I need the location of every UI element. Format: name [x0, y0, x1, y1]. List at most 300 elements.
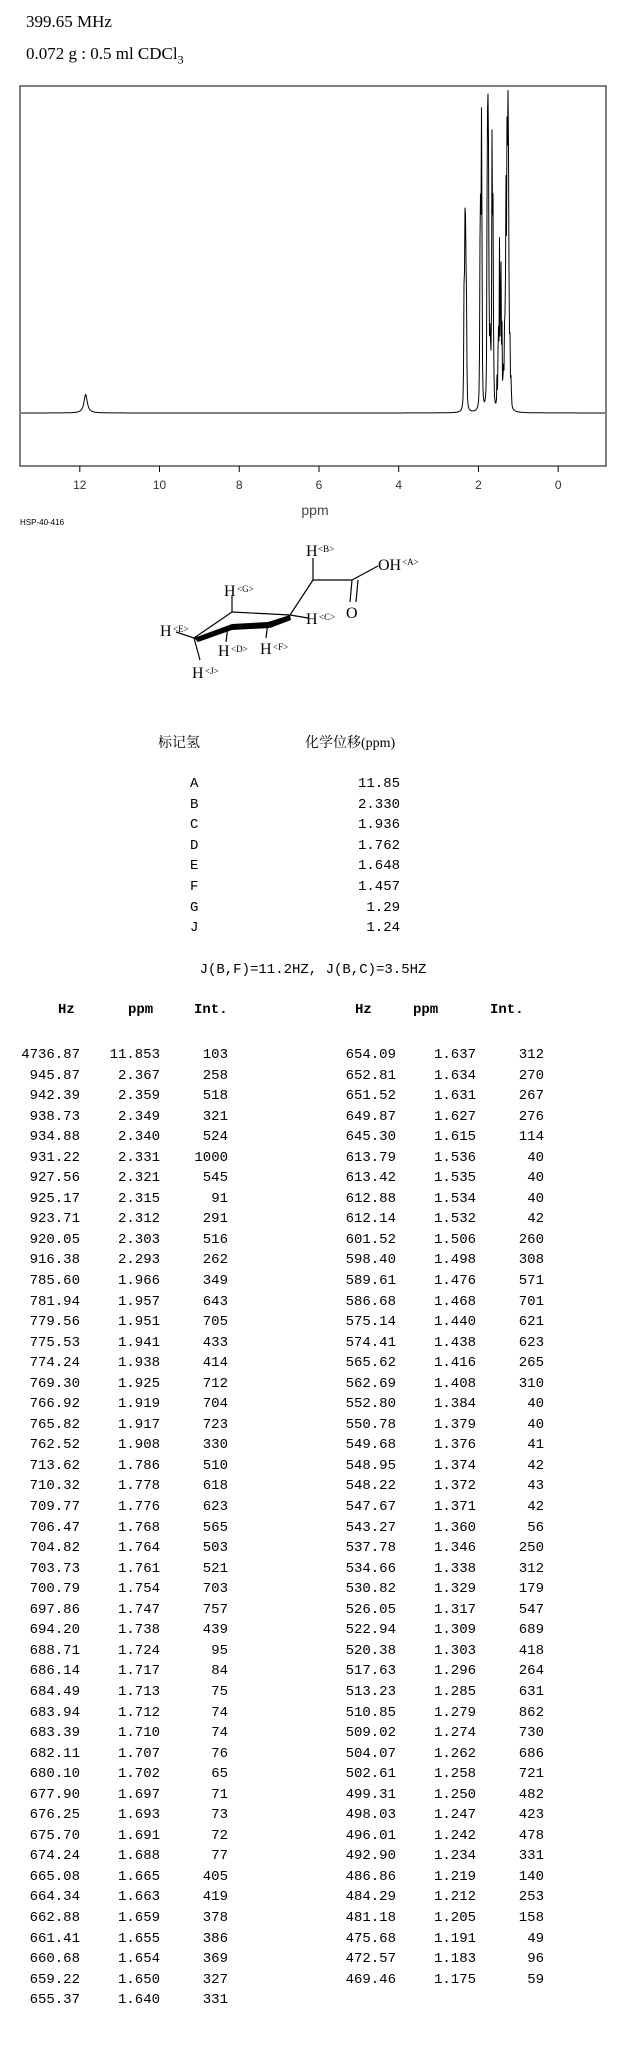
peak-hz: 472.57: [345, 1951, 396, 1968]
peak-row: [0, 1826, 228, 1847]
h-j-atom: H: [192, 665, 204, 682]
peak-hz: 574.41: [345, 1334, 396, 1351]
peak-intensity: 703: [202, 1581, 228, 1598]
assignment-row: [190, 815, 400, 836]
peak-intensity: 386: [202, 1930, 228, 1947]
x-tick-label: 4: [395, 478, 403, 492]
peak-hz: 469.46: [345, 1971, 396, 1988]
peak-row: [0, 1333, 228, 1354]
peak-row: [0, 1230, 228, 1251]
peak-intensity: 95: [211, 1642, 228, 1659]
peak-intensity: 518: [202, 1088, 228, 1105]
peak-row: [316, 1107, 544, 1128]
peak-intensity: 42: [527, 1499, 544, 1516]
peak-intensity: 103: [202, 1047, 228, 1063]
peak-ppm: 1.534: [433, 1190, 476, 1207]
peak-hz: 665.08: [29, 1868, 80, 1885]
peak-ppm: 1.637: [433, 1047, 476, 1063]
assignment-row: [190, 856, 400, 877]
peak-hz: 682.11: [29, 1745, 80, 1762]
peak-intensity: 414: [202, 1355, 228, 1372]
peak-ppm: 1.317: [433, 1601, 476, 1618]
peak-ppm: 1.650: [117, 1971, 160, 1988]
peak-ppm: 1.536: [433, 1149, 476, 1166]
peak-hz: 664.34: [29, 1889, 80, 1906]
peak-hz: 925.17: [29, 1190, 80, 1207]
peak-row: [0, 1600, 228, 1621]
peak-hz: 675.70: [29, 1827, 80, 1844]
peak-ppm: 1.535: [433, 1170, 476, 1187]
proton-label: J: [190, 920, 199, 937]
peak-row: [0, 1107, 228, 1128]
peak-row: [0, 1764, 228, 1785]
peak-intensity: 40: [527, 1416, 544, 1433]
peak-row: [0, 1559, 228, 1580]
peak-intensity: 478: [518, 1827, 544, 1844]
peak-row: [0, 1312, 228, 1333]
peak-row: [0, 1744, 228, 1765]
peak-row: [0, 1579, 228, 1600]
peak-row: [316, 1682, 544, 1703]
peak-ppm: 1.247: [433, 1807, 476, 1824]
peak-row: [316, 1785, 544, 1806]
peak-hz: 662.88: [29, 1909, 80, 1926]
peak-ppm: 1.374: [433, 1457, 476, 1474]
peak-ppm: 1.627: [433, 1108, 476, 1125]
peak-intensity: 250: [518, 1540, 544, 1557]
peak-intensity: 40: [527, 1170, 544, 1187]
peak-row: [316, 1374, 544, 1395]
peak-ppm: 1.702: [117, 1766, 160, 1783]
peak-ppm: 1.285: [433, 1683, 476, 1700]
peak-hz: 475.68: [345, 1930, 396, 1947]
peak-ppm: 1.242: [433, 1827, 476, 1844]
peak-hz: 552.80: [345, 1396, 396, 1413]
peak-intensity: 291: [202, 1211, 228, 1228]
peak-intensity: 723: [202, 1416, 228, 1433]
assignment-row: [190, 774, 400, 795]
peak-hz: 938.73: [29, 1108, 80, 1125]
peak-row: [0, 1949, 228, 1970]
peak-ppm: 1.440: [433, 1314, 476, 1331]
peak-hz: 652.81: [345, 1067, 396, 1084]
peak-hz: 659.22: [29, 1971, 80, 1988]
peak-hz: 601.52: [345, 1231, 396, 1248]
assignment-table: [190, 774, 400, 939]
sample-concentration: [26, 44, 184, 67]
peak-ppm: 1.329: [433, 1581, 476, 1598]
peak-hz: 645.30: [345, 1129, 396, 1146]
peak-row: [0, 1990, 228, 2011]
proton-label: C: [190, 817, 199, 834]
peak-row: [0, 1127, 228, 1148]
assignment-row: [190, 795, 400, 816]
peak-hz: 651.52: [345, 1088, 396, 1105]
peak-intensity: 369: [202, 1951, 228, 1968]
peak-hz: 774.24: [29, 1355, 80, 1372]
peak-hz: 781.94: [29, 1293, 80, 1310]
peak-hz: 499.31: [345, 1786, 396, 1803]
peak-ppm: 1.408: [433, 1375, 476, 1392]
peak-intensity: 59: [527, 1971, 544, 1988]
peak-intensity: 643: [202, 1293, 228, 1310]
peak-ppm: 1.219: [433, 1868, 476, 1885]
peak-row: [316, 1559, 544, 1580]
peak-intensity: 96: [527, 1951, 544, 1968]
peak-ppm: 1.659: [117, 1909, 160, 1926]
peak-hz: 509.02: [345, 1725, 396, 1742]
peak-row: [316, 1353, 544, 1374]
peak-intensity: 423: [518, 1807, 544, 1824]
peak-hz: 598.40: [345, 1252, 396, 1269]
peak-hz: 703.73: [29, 1560, 80, 1577]
sample-text: 0.072 g : 0.5 ml CDCl: [26, 44, 178, 63]
peak-hz: 612.88: [345, 1190, 396, 1207]
peak-row: [0, 1661, 228, 1682]
peak-hz: 548.95: [345, 1457, 396, 1474]
peak-intensity: 701: [518, 1293, 544, 1310]
spectrum-id: HSP-40-416: [20, 518, 65, 527]
peak-ppm: 1.191: [433, 1930, 476, 1947]
peak-row: [316, 1497, 544, 1518]
oh-atom: OH: [378, 557, 402, 574]
peak-ppm: 1.506: [433, 1231, 476, 1248]
peak-ppm: 1.919: [117, 1396, 160, 1413]
peak-ppm: 2.315: [117, 1190, 160, 1207]
h-d-atom: H: [218, 643, 230, 660]
peak-ppm: 1.938: [117, 1355, 160, 1372]
peak-intensity: 41: [527, 1437, 544, 1454]
proton-label: E: [190, 858, 199, 875]
peak-row: [0, 1703, 228, 1724]
peak-hz: 683.94: [29, 1704, 80, 1721]
peak-row: [0, 1189, 228, 1210]
peak-row: [0, 1929, 228, 1950]
peak-row: [316, 1250, 544, 1271]
peak-ppm: 1.416: [433, 1355, 476, 1372]
peak-intensity: 321: [202, 1108, 228, 1125]
peak-hz: 543.27: [345, 1519, 396, 1536]
peak-intensity: 77: [211, 1848, 228, 1865]
peak-intensity: 330: [202, 1437, 228, 1454]
peak-row: [316, 1394, 544, 1415]
peak-ppm: 1.957: [117, 1293, 160, 1310]
peak-ppm: 1.917: [117, 1416, 160, 1433]
peak-intensity: 114: [518, 1129, 544, 1146]
peak-ppm: 2.359: [117, 1088, 160, 1105]
peak-row: [316, 1435, 544, 1456]
peak-intensity: 439: [202, 1622, 228, 1639]
peak-intensity: 618: [202, 1478, 228, 1495]
peak-intensity: 276: [518, 1108, 544, 1125]
peak-ppm: 1.941: [117, 1334, 160, 1351]
peak-hz: 769.30: [29, 1375, 80, 1392]
peak-ppm: 1.234: [433, 1848, 476, 1865]
peak-row: [316, 1929, 544, 1950]
peak-ppm: 1.925: [117, 1375, 160, 1392]
peak-intensity: 267: [518, 1088, 544, 1105]
peak-intensity: 40: [527, 1190, 544, 1207]
assignment-row: [190, 918, 400, 939]
peak-row: [0, 1723, 228, 1744]
spectrum-trace: [21, 90, 605, 413]
peak-hz: 684.49: [29, 1683, 80, 1700]
peak-intensity: 308: [518, 1252, 544, 1269]
header-int-right: Int.: [490, 1002, 524, 1018]
peak-row: [316, 1723, 544, 1744]
x-tick-label: 8: [235, 478, 243, 492]
peak-intensity: 84: [211, 1663, 228, 1680]
peak-intensity: 43: [527, 1478, 544, 1495]
peak-hz: 520.38: [345, 1642, 396, 1659]
proton-label: F: [190, 878, 199, 895]
peak-hz: 713.62: [29, 1457, 80, 1474]
peak-intensity: 503: [202, 1540, 228, 1557]
proton-label: A: [190, 776, 199, 792]
h-b-label: <B>: [318, 544, 335, 554]
peak-intensity: 405: [202, 1868, 228, 1885]
peak-hz: 700.79: [29, 1581, 80, 1598]
peak-intensity: 40: [527, 1149, 544, 1166]
peak-hz: 683.39: [29, 1725, 80, 1742]
peak-ppm: 1.693: [117, 1807, 160, 1824]
chemical-shift: 1.762: [357, 837, 400, 854]
peak-ppm: 2.331: [117, 1149, 160, 1166]
peak-hz: 486.86: [345, 1868, 396, 1885]
peak-row: [316, 1456, 544, 1477]
peak-row: [316, 1970, 544, 1991]
peak-row: [0, 1456, 228, 1477]
peak-ppm: 1.951: [117, 1314, 160, 1331]
oh-label: <A>: [402, 557, 419, 567]
peak-hz: 549.68: [345, 1437, 396, 1454]
header-ppm-left: ppm: [128, 1002, 154, 1018]
peak-ppm: 1.498: [433, 1252, 476, 1269]
peak-ppm: 1.654: [117, 1951, 160, 1968]
peak-ppm: 1.738: [117, 1622, 160, 1639]
h-c-atom: H: [306, 611, 318, 628]
peak-ppm: 1.688: [117, 1848, 160, 1865]
peak-intensity: 516: [202, 1231, 228, 1248]
peak-hz: 612.14: [345, 1211, 396, 1228]
plot-frame: [20, 86, 606, 466]
peak-intensity: 42: [527, 1457, 544, 1474]
chemical-shift: 2.330: [357, 796, 400, 813]
peak-ppm: 1.764: [117, 1540, 160, 1557]
peak-ppm: 1.468: [433, 1293, 476, 1310]
peak-ppm: 1.655: [117, 1930, 160, 1947]
peak-hz: 762.52: [29, 1437, 80, 1454]
peak-hz: 537.78: [345, 1540, 396, 1557]
peak-intensity: 76: [211, 1745, 228, 1762]
peak-hz: 589.61: [345, 1273, 396, 1290]
peak-ppm: 1.786: [117, 1457, 160, 1474]
peak-ppm: 1.778: [117, 1478, 160, 1495]
peak-intensity: 270: [518, 1067, 544, 1084]
peak-hz: 785.60: [29, 1273, 80, 1290]
peak-hz: 677.90: [29, 1786, 80, 1803]
peak-row: [316, 1764, 544, 1785]
peak-hz: 565.62: [345, 1355, 396, 1372]
peak-ppm: 1.665: [117, 1868, 160, 1885]
peak-intensity: 312: [518, 1047, 544, 1063]
peak-intensity: 265: [518, 1355, 544, 1372]
peak-ppm: 2.349: [117, 1108, 160, 1125]
peak-intensity: 631: [518, 1683, 544, 1700]
peak-hz: 710.32: [29, 1478, 80, 1495]
peak-intensity: 40: [527, 1396, 544, 1413]
peak-intensity: 74: [211, 1725, 228, 1742]
peak-ppm: 1.724: [117, 1642, 160, 1659]
peak-hz: 649.87: [345, 1108, 396, 1125]
peak-row: [316, 1086, 544, 1107]
peak-hz: 613.42: [345, 1170, 396, 1187]
peak-hz: 674.24: [29, 1848, 80, 1865]
peak-ppm: 1.663: [117, 1889, 160, 1906]
peak-row: [316, 1805, 544, 1826]
peak-hz: 694.20: [29, 1622, 80, 1639]
peak-ppm: 1.296: [433, 1663, 476, 1680]
peak-intensity: 264: [518, 1663, 544, 1680]
peak-hz: 704.82: [29, 1540, 80, 1557]
peak-intensity: 310: [518, 1375, 544, 1392]
peak-intensity: 91: [211, 1190, 228, 1207]
peak-intensity: 327: [202, 1971, 228, 1988]
peak-row: [316, 1538, 544, 1559]
peak-intensity: 349: [202, 1273, 228, 1290]
x-tick-label: 0: [554, 478, 562, 492]
peak-hz: 510.85: [345, 1704, 396, 1721]
peak-hz: 547.67: [345, 1499, 396, 1516]
peak-intensity: 521: [202, 1560, 228, 1577]
peak-hz: 522.94: [345, 1622, 396, 1639]
peak-ppm: 1.309: [433, 1622, 476, 1639]
peak-table-left: [0, 1045, 228, 2011]
peak-row: [316, 1579, 544, 1600]
chemical-shift: 1.648: [357, 858, 400, 875]
peak-intensity: 623: [518, 1334, 544, 1351]
peak-ppm: 1.205: [433, 1909, 476, 1926]
peak-hz: 575.14: [345, 1314, 396, 1331]
assignment-row: [190, 877, 400, 898]
peak-row: [316, 1292, 544, 1313]
peak-ppm: 1.262: [433, 1745, 476, 1762]
peak-intensity: 73: [211, 1807, 228, 1824]
peak-ppm: 1.710: [117, 1725, 160, 1742]
peak-ppm: 1.175: [433, 1971, 476, 1988]
peak-row: [0, 1476, 228, 1497]
peak-row: [316, 1168, 544, 1189]
peak-hz: 661.41: [29, 1930, 80, 1947]
peak-intensity: 72: [211, 1827, 228, 1844]
h-g-label: <G>: [237, 584, 254, 594]
peak-ppm: 1.303: [433, 1642, 476, 1659]
peak-ppm: 1.707: [117, 1745, 160, 1762]
h-g-atom: H: [224, 583, 236, 600]
peak-ppm: 1.183: [433, 1951, 476, 1968]
peak-intensity: 179: [518, 1581, 544, 1598]
carbonyl-o: O: [346, 605, 358, 622]
h-f-label: <F>: [273, 642, 289, 652]
peak-ppm: 2.293: [117, 1252, 160, 1269]
peak-row: [0, 1292, 228, 1313]
peak-row: [0, 1374, 228, 1395]
peak-row: [316, 1312, 544, 1333]
peak-hz: 688.71: [29, 1642, 80, 1659]
peak-intensity: 705: [202, 1314, 228, 1331]
x-tick-label: 10: [152, 478, 167, 492]
peak-ppm: 1.768: [117, 1519, 160, 1536]
peak-intensity: 1000: [194, 1149, 228, 1166]
peak-ppm: 1.615: [433, 1129, 476, 1146]
peak-hz: 709.77: [29, 1499, 80, 1516]
peak-ppm: 1.376: [433, 1437, 476, 1454]
h-e-label: <E>: [173, 624, 189, 634]
h-c-label: <C>: [319, 612, 336, 622]
peak-ppm: 1.338: [433, 1560, 476, 1577]
peak-ppm: 1.761: [117, 1560, 160, 1577]
peak-row: [316, 1846, 544, 1867]
peak-hz: 586.68: [345, 1293, 396, 1310]
peak-ppm: 1.776: [117, 1499, 160, 1516]
peak-row: [0, 1518, 228, 1539]
peak-intensity: 253: [518, 1889, 544, 1906]
peak-hz: 934.88: [29, 1129, 80, 1146]
peak-hz: 517.63: [345, 1663, 396, 1680]
peak-row: [0, 1353, 228, 1374]
peak-hz: 513.23: [345, 1683, 396, 1700]
peak-row: [0, 1250, 228, 1271]
peak-intensity: 258: [202, 1067, 228, 1084]
peak-hz: 498.03: [345, 1807, 396, 1824]
peak-ppm: 1.250: [433, 1786, 476, 1803]
assignment-col-shift: 化学位移(ppm): [305, 736, 396, 751]
h-e-atom: H: [160, 623, 172, 640]
chemical-shift: 1.29: [366, 899, 400, 916]
peak-row: [316, 1661, 544, 1682]
proton-label: G: [190, 899, 199, 916]
peak-ppm: 1.717: [117, 1663, 160, 1680]
peak-row: [0, 1168, 228, 1189]
peak-row: [0, 1394, 228, 1415]
peak-row: [316, 1148, 544, 1169]
peak-ppm: 1.532: [433, 1211, 476, 1228]
peak-row: [0, 1682, 228, 1703]
peak-intensity: 730: [518, 1725, 544, 1742]
peak-ppm: 1.360: [433, 1519, 476, 1536]
peak-row: [316, 1620, 544, 1641]
peak-row: [316, 1415, 544, 1436]
peak-ppm: 1.754: [117, 1581, 160, 1598]
assignment-row: [190, 836, 400, 857]
peak-intensity: 704: [202, 1396, 228, 1413]
peak-table-right: [316, 1045, 544, 1990]
peak-hz: 680.10: [29, 1766, 80, 1783]
peak-intensity: 712: [202, 1375, 228, 1392]
peak-intensity: 331: [202, 1992, 228, 2009]
peak-ppm: 11.853: [109, 1047, 160, 1063]
header-hz-left: Hz: [58, 1002, 75, 1018]
proton-label: D: [190, 837, 199, 854]
peak-intensity: 71: [211, 1786, 228, 1803]
peak-ppm: 1.258: [433, 1766, 476, 1783]
peak-hz: 927.56: [29, 1170, 80, 1187]
peak-row: [316, 1271, 544, 1292]
peak-hz: 765.82: [29, 1416, 80, 1433]
peak-intensity: 74: [211, 1704, 228, 1721]
peak-hz: 530.82: [345, 1581, 396, 1598]
spectrometer-frequency: 399.65 MHz: [26, 12, 112, 31]
